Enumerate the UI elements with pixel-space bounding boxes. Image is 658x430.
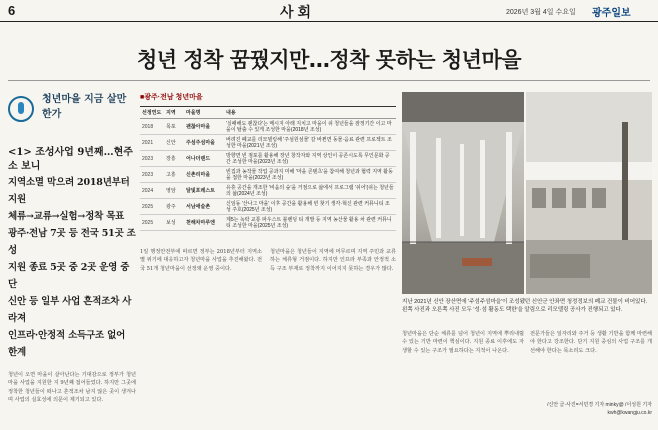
table-cell: 광주 bbox=[164, 199, 184, 215]
photo-empty-building bbox=[526, 92, 652, 294]
table-row bbox=[140, 199, 396, 215]
sub-heading: 체류→교류→실험→정착 목표 bbox=[8, 211, 125, 222]
table-cell: 2023 bbox=[140, 151, 164, 167]
table-row bbox=[140, 119, 396, 135]
photo-caption: 지난 2021년 신안 장산면에 '주섬주섬마을'이 조성됐던 신안군 안좌면 청정정보의 폐교 건물이 비어있다. 왼쪽 사진과 오른쪽 사진 모두 '성·섬 활동도 택한'을 알림으로 리모델링 공사가 진행되고 있다. bbox=[402, 299, 648, 313]
sub-heading: 지역소멸 막으려 2018년부터 지원 bbox=[8, 177, 130, 205]
building-illustration bbox=[526, 92, 652, 294]
table-cell: 2024 bbox=[140, 183, 164, 199]
article-body-column: 1일 행정안전부에 따르면 정부는 2018년부터 지역소멸 위기에 대응하고자 청년마을 사업을 추진해왔다. 전국 51개 청년마을이 선정돼 운영 중이다. bbox=[140, 249, 262, 272]
article-body-lead: 청년이 오면 마을이 살아난다는 기대감으로 정부가 청년마을 사업을 지원한 지 9년째 접어들었다. 하지만 그곳에 정착한 청년들이 떠나고 흔적조차 남지 않은 곳이 생겨나며 사업의 실효성에 의문이 제기되고 있다. bbox=[8, 372, 136, 404]
table-cell: '실패해도 괜찮다'는 메시지 아래 지치고 마을이 쉬 청년들을 잠정기간 이고 마을이 탈출 수 있게 조성한 마을(2018년 조성) bbox=[224, 119, 396, 135]
headline: 청년 정착 꿈꿨지만…정착 못하는 청년마을 bbox=[136, 48, 522, 72]
table-row bbox=[140, 215, 396, 231]
newspaper-name: 광주일보 bbox=[592, 8, 631, 19]
headline-divider bbox=[8, 80, 650, 81]
table-cell: 달빛포레스트 bbox=[184, 183, 224, 199]
table-cell: 2018 bbox=[140, 119, 164, 135]
table-row bbox=[140, 135, 396, 151]
table-cell: 고흥 bbox=[164, 167, 184, 183]
sidebar-headings bbox=[8, 146, 136, 361]
village-table bbox=[140, 106, 396, 231]
table-row bbox=[140, 167, 396, 183]
series-logo bbox=[8, 88, 136, 140]
series-title: 청년마을 지금 살만한가 bbox=[42, 94, 127, 120]
table-cell: 2023 bbox=[140, 167, 164, 183]
village-table-box bbox=[140, 92, 396, 231]
table-cell: 신촌리마을 bbox=[184, 167, 224, 183]
table-header: 마을명 bbox=[184, 107, 224, 119]
table-cell: 천해차마루엔 bbox=[184, 215, 224, 231]
table-cell: 제5는 녹락 교통 파우스트 블렌딩 티 개발 등 지역 농산물 활용 차 관련 커뮤니티 조성한 마을(2025년 조성) bbox=[224, 215, 396, 231]
photo-abandoned-corridor bbox=[402, 92, 524, 294]
table-cell: 2025 bbox=[140, 199, 164, 215]
table-cell: 빈집과 농작물 작업 공과지 미해 '마을 콘텐츠'을 참여해 청년과 협력 지역 활동을 접한 마을(2023년 조성) bbox=[224, 167, 396, 183]
table-cell: 2021 bbox=[140, 135, 164, 151]
table-cell: 어나더랜드 bbox=[184, 151, 224, 167]
table-cell: 버려진 폐교를 리모델링해 '주섬원섬물' 갈 바뀐면 동물·음료 관련 프로젝트 조성한 마을(2021년 조성) bbox=[224, 135, 396, 151]
table-cell: 유휴 공간을 개조한 '비움의 숲'을 거점으로 삶에서 프로그램 '쉬어'(쉬는 청년들의 삶(2024년 조성) bbox=[224, 183, 396, 199]
part-heading: <1> 조성사업 9년째…현주소 보니 bbox=[8, 147, 133, 172]
table-cell: 신임동 '산나그 마을' 이후 공간을 활용해 빈 찾기 생각·혁신 관련 커뮤니티 조성 주호(2025년 조성) bbox=[224, 199, 396, 215]
table-header: 지역 bbox=[164, 107, 184, 119]
sub-heading: 광주·전남 7곳 등 전국 51곳 조성 bbox=[8, 228, 136, 256]
sub-heading: 인프라·안정적 소득구조 없어 한계 bbox=[8, 330, 126, 358]
table-cell: 주섬주섬마을 bbox=[184, 135, 224, 151]
section-name: 사회 bbox=[280, 4, 316, 20]
table-row bbox=[140, 183, 396, 199]
table-cell: 장흥 bbox=[164, 151, 184, 167]
article-body-column: 청년마을은 단순 체류를 넘어 청년이 지역에 뿌리내릴 수 있는 기반 마련이 핵심이다. 지원 종료 이후에도 자생할 수 있는 구조가 필요하다는 지적이 나온다. bbox=[402, 331, 524, 354]
table-cell: 서남애술촌 bbox=[184, 199, 224, 215]
sidebar bbox=[8, 88, 136, 405]
table-cell: 영암 bbox=[164, 183, 184, 199]
sub-heading: 신안 등 일부 사업 흔적조차 사라져 bbox=[8, 296, 132, 324]
table-header-row bbox=[140, 107, 396, 119]
article-body-column: 청년마을은 청년들이 지역에 머무르며 지역 주민과 교류하는 체류형 거점이다. 하지만 인프라 부족과 안정적 소득 구조 부재로 정착까지 이어지지 못하는 경우가 많다. bbox=[270, 249, 396, 272]
issue-date: 2026년 3월 4일 수요일 bbox=[506, 9, 576, 16]
table-cell: 보성 bbox=[164, 215, 184, 231]
table-cell: 괜찮아마을 bbox=[184, 119, 224, 135]
table-cell: 신안 bbox=[164, 135, 184, 151]
table-cell: 방향면 빈 점포를 활용해 장년 창작자와 지역 상인이 공존시도록 무인문화 공간 조성한 마을(2023년 조성) bbox=[224, 151, 396, 167]
table-cell: 2025 bbox=[140, 215, 164, 231]
table-header: 선정연도 bbox=[140, 107, 164, 119]
page-number: 6 bbox=[8, 3, 16, 18]
table-cell: 목포 bbox=[164, 119, 184, 135]
page-header bbox=[0, 0, 658, 22]
table-row bbox=[140, 151, 396, 167]
article-body-column: 전문가들은 일자리와 주거 등 생활 기반을 함께 마련해야 한다고 강조한다. 단기 지원 중심의 사업 구조를 개선해야 한다는 목소리도 크다. bbox=[530, 331, 652, 354]
series-logo-icon bbox=[8, 96, 34, 122]
sub-heading: 지원 종료 5곳 중 2곳 운영 중단 bbox=[8, 262, 130, 290]
corridor-illustration bbox=[402, 92, 524, 294]
table-title: ■광주·전남 청년마을 bbox=[140, 94, 203, 101]
byline: /신안 글·사진=서민경 기자 minky@ /이성원 기자 kwh@kwangju.co.kr bbox=[547, 402, 652, 416]
table-header: 내용 bbox=[224, 107, 396, 119]
